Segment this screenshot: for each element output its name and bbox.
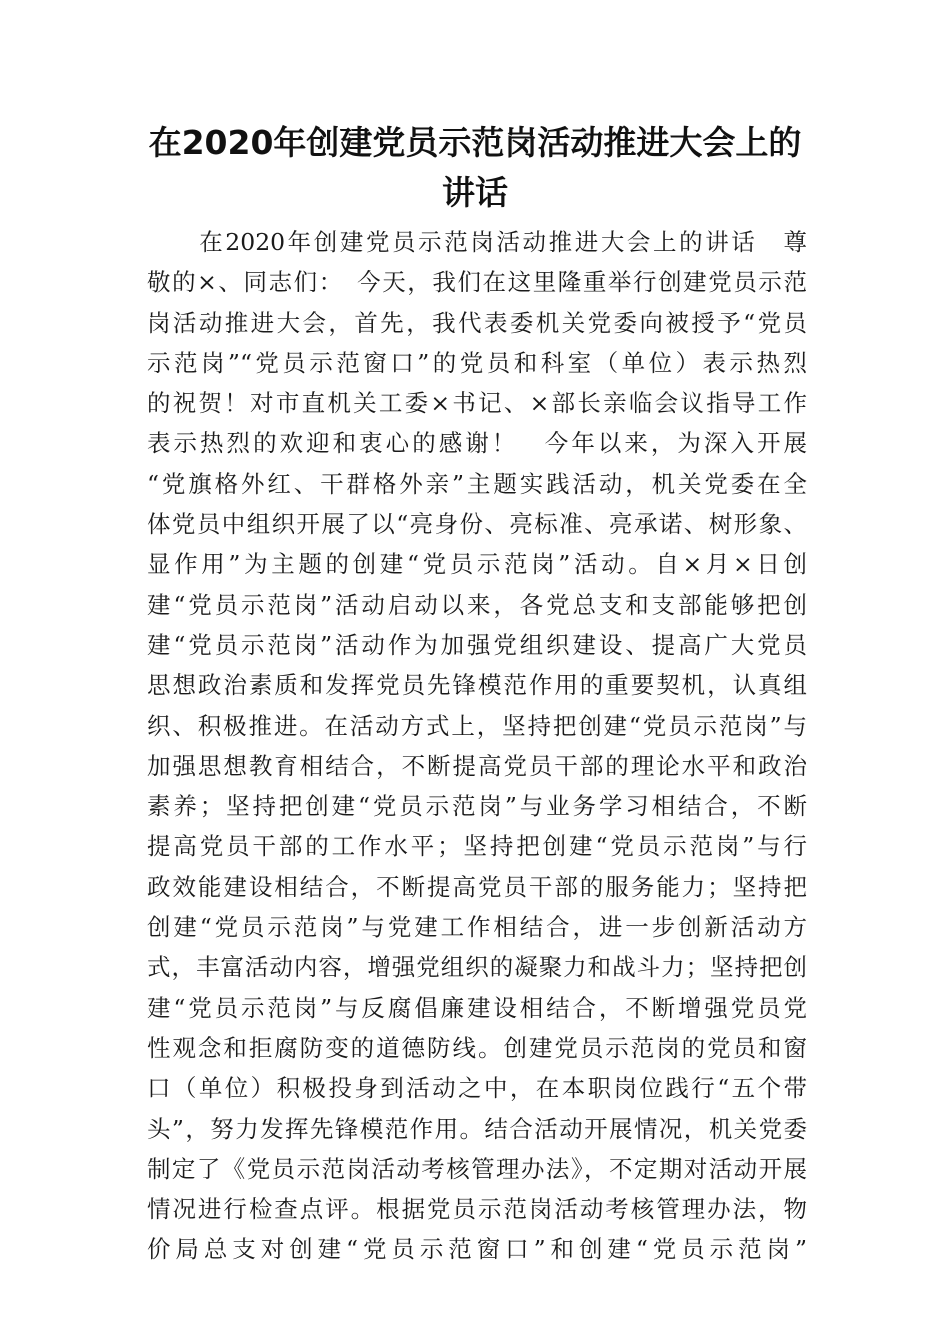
body-line: 在2020年创建党员示范岗活动推进大会上的讲话 尊 [147, 228, 807, 256]
body-line: 性观念和拒腐防变的道德防线。创建党员示范岗的党员和窗 [147, 1033, 807, 1062]
body-line: 敬的×、同志们： 今天，我们在这里隆重举行创建党员示范 [147, 268, 807, 297]
body-line: 创建“党员示范岗”与党建工作相结合，进一步创新活动方 [147, 913, 807, 942]
body-line: 思想政治素质和发挥党员先锋模范作用的重要契机，认真组 [147, 671, 807, 700]
body-line: 示范岗”“党员示范窗口”的党员和科室（单位）表示热烈 [147, 348, 807, 377]
body-line: 头”，努力发挥先锋模范作用。结合活动开展情况，机关党委 [147, 1114, 807, 1143]
body-line: 显作用”为主题的创建“党员示范岗”活动。自×月×日创 [147, 550, 807, 579]
speech-body [147, 222, 807, 1270]
body-line: 的祝贺！对市直机关工委×书记、×部长亲临会议指导工作 [147, 389, 807, 418]
body-line: 口（单位）积极投身到活动之中，在本职岗位践行“五个带 [147, 1074, 807, 1103]
body-line: 建“党员示范岗”与反腐倡廉建设相结合，不断增强党员党 [147, 993, 807, 1022]
body-line: 素养；坚持把创建“党员示范岗”与业务学习相结合，不断 [147, 792, 807, 821]
body-line: 制定了《党员示范岗活动考核管理办法》，不定期对活动开展 [147, 1154, 807, 1183]
body-line: 体党员中组织开展了以“亮身份、亮标准、亮承诺、树形象、 [147, 510, 807, 539]
title-line-1: 在2020年创建党员示范岗活动推进大会上的 [148, 123, 802, 162]
body-line: 情况进行检查点评。根据党员示范岗活动考核管理办法，物 [147, 1195, 807, 1224]
title-line-2: 讲话 [442, 173, 508, 212]
body-line: 建“党员示范岗”活动启动以来，各党总支和支部能够把创 [147, 590, 807, 619]
body-line: 表示热烈的欢迎和衷心的感谢！ 今年以来，为深入开展 [147, 429, 807, 458]
body-line: “党旗格外红、干群格外亲”主题实践活动，机关党委在全 [147, 469, 807, 498]
body-line: 式，丰富活动内容，增强党组织的凝聚力和战斗力；坚持把创 [147, 953, 807, 982]
document-title [130, 118, 820, 218]
body-line: 建“党员示范岗”活动作为加强党组织建设、提高广大党员 [147, 630, 807, 659]
body-line: 加强思想教育相结合，不断提高党员干部的理论水平和政治 [147, 751, 807, 780]
body-line: 价局总支对创建“党员示范窗口”和创建“党员示范岗” [147, 1235, 807, 1264]
body-line: 提高党员干部的工作水平；坚持把创建“党员示范岗”与行 [147, 832, 807, 861]
body-line: 政效能建设相结合，不断提高党员干部的服务能力；坚持把 [147, 872, 807, 901]
body-line: 织、积极推进。在活动方式上，坚持把创建“党员示范岗”与 [147, 711, 807, 740]
body-line: 岗活动推进大会，首先，我代表委机关党委向被授予“党员 [147, 308, 807, 337]
